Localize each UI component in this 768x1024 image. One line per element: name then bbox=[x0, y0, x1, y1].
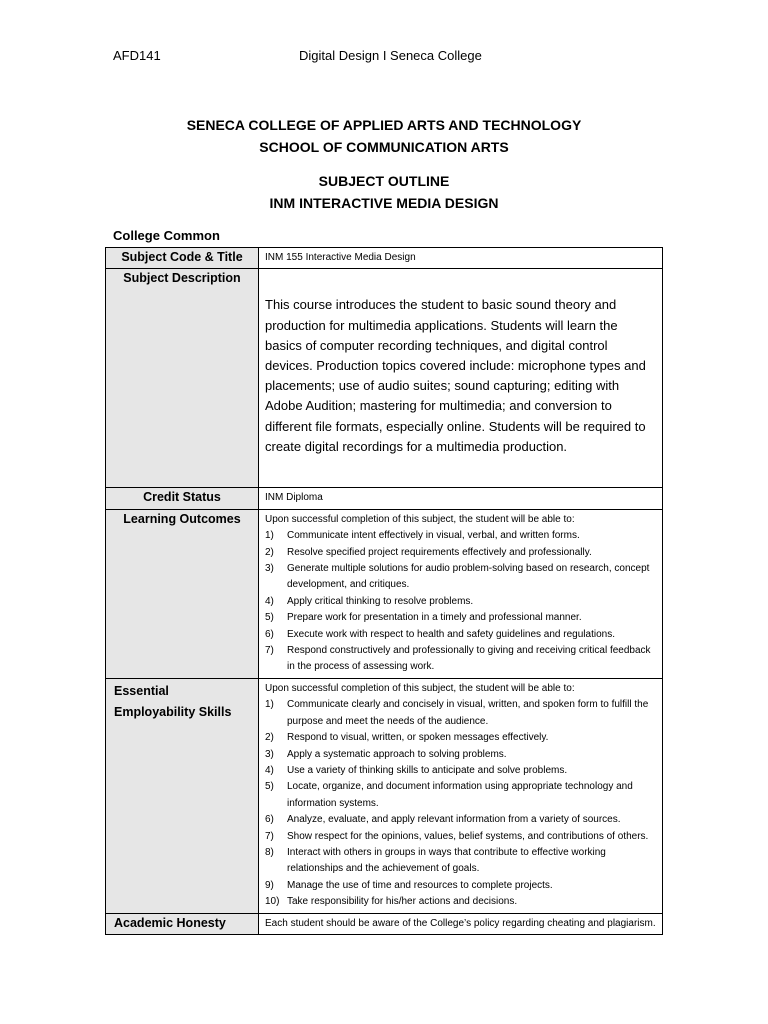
list-item: 10) Take responsibility for his/her actions and decisions. bbox=[265, 896, 518, 908]
list-item: 6) Analyze, evaluate, and apply relevant information from a variety of sources. bbox=[265, 814, 621, 826]
table-row-academic-honesty bbox=[106, 913, 663, 934]
list-item: 3) Generate multiple solutions for audio problem-solving based on research, concept development, and critiques. bbox=[265, 563, 650, 591]
list-item: 4) Apply critical thinking to resolve problems. bbox=[265, 595, 474, 607]
section-label: College Common bbox=[113, 228, 220, 243]
header-title: Digital Design I Seneca College bbox=[299, 48, 482, 63]
list-item: 2) Resolve specified project requirements effectively and professionally. bbox=[265, 546, 592, 558]
subject-description-value: This course introduces the student to basic sound theory and production for multimedia applications. Students will learn the basics of computer recording techniques, and digital control devices. Production topics covered include: microphone types and placements; use of audio suites; sound capturing; editing with Adobe Audition; mastering for multimedia; and conversion to different file formats, especially online. Students will be required to create digital recordings for a multimedia production. bbox=[259, 269, 663, 488]
subject-outline-table bbox=[105, 247, 663, 935]
table-row-learning-outcomes bbox=[106, 509, 663, 678]
list-item: 5) Locate, organize, and document information using appropriate technology and information systems. bbox=[265, 781, 633, 809]
program-name: INM INTERACTIVE MEDIA DESIGN bbox=[269, 195, 499, 211]
list-item: 3) Apply a systematic approach to solving problems. bbox=[265, 748, 507, 760]
list-item: 1) Communicate clearly and concisely in visual, written, and spoken form to fulfill the purpose and meet the needs of the audience. bbox=[265, 699, 649, 727]
list-item: 8) Interact with others in groups in ways that contribute to effective working relationships and the achievement of goals. bbox=[265, 846, 606, 875]
college-name: SENECA COLLEGE OF APPLIED ARTS AND TECHNOLOGY bbox=[186, 117, 582, 133]
header-course-code: AFD141 bbox=[113, 48, 161, 63]
employability-skills-list bbox=[265, 697, 656, 910]
employability-skills-value bbox=[259, 678, 663, 913]
subject-description-label: Subject Description bbox=[106, 269, 259, 488]
list-item: 2) Respond to visual, written, or spoken messages effectively. bbox=[265, 732, 549, 744]
table-row-employability-skills bbox=[106, 678, 663, 913]
subject-code-label: Subject Code & Title bbox=[106, 248, 259, 269]
academic-honesty-value: Each student should be aware of the College’s policy regarding cheating and plagiarism. bbox=[259, 913, 663, 934]
list-item: 9) Manage the use of time and resources to complete projects. bbox=[265, 879, 553, 891]
employability-skills-intro: Upon successful completion of this subject, the student will be able to: bbox=[265, 682, 575, 694]
credit-status-value: INM Diploma bbox=[259, 488, 663, 509]
learning-outcomes-list bbox=[265, 528, 656, 676]
list-item: 7) Respond constructively and professionally to giving and receiving critical feedback in the process of assessing work. bbox=[265, 645, 651, 673]
list-item: 4) Use a variety of thinking skills to anticipate and solve problems. bbox=[265, 764, 568, 776]
table-row-subject-description bbox=[106, 269, 663, 488]
outline-heading: SUBJECT OUTLINE bbox=[318, 173, 450, 189]
learning-outcomes-label: Learning Outcomes bbox=[106, 509, 259, 678]
credit-status-label: Credit Status bbox=[106, 488, 259, 509]
list-item: 6) Execute work with respect to health and safety guidelines and regulations. bbox=[265, 628, 615, 640]
table-row-credit-status bbox=[106, 488, 663, 509]
subject-code-value: INM 155 Interactive Media Design bbox=[259, 248, 663, 269]
table-row-subject-code bbox=[106, 248, 663, 269]
document-titles bbox=[0, 114, 768, 214]
learning-outcomes-value bbox=[259, 509, 663, 678]
employability-skills-label: Essential Employability Skills bbox=[106, 678, 259, 913]
list-item: 1) Communicate intent effectively in visual, verbal, and written forms. bbox=[265, 530, 580, 542]
list-item: 5) Prepare work for presentation in a timely and professional manner. bbox=[265, 612, 582, 624]
list-item: 7) Show respect for the opinions, values, belief systems, and contributions of others. bbox=[265, 830, 649, 842]
school-name: SCHOOL OF COMMUNICATION ARTS bbox=[259, 139, 509, 155]
academic-honesty-label: Academic Honesty bbox=[106, 913, 259, 934]
learning-outcomes-intro: Upon successful completion of this subject, the student will be able to: bbox=[265, 513, 575, 525]
